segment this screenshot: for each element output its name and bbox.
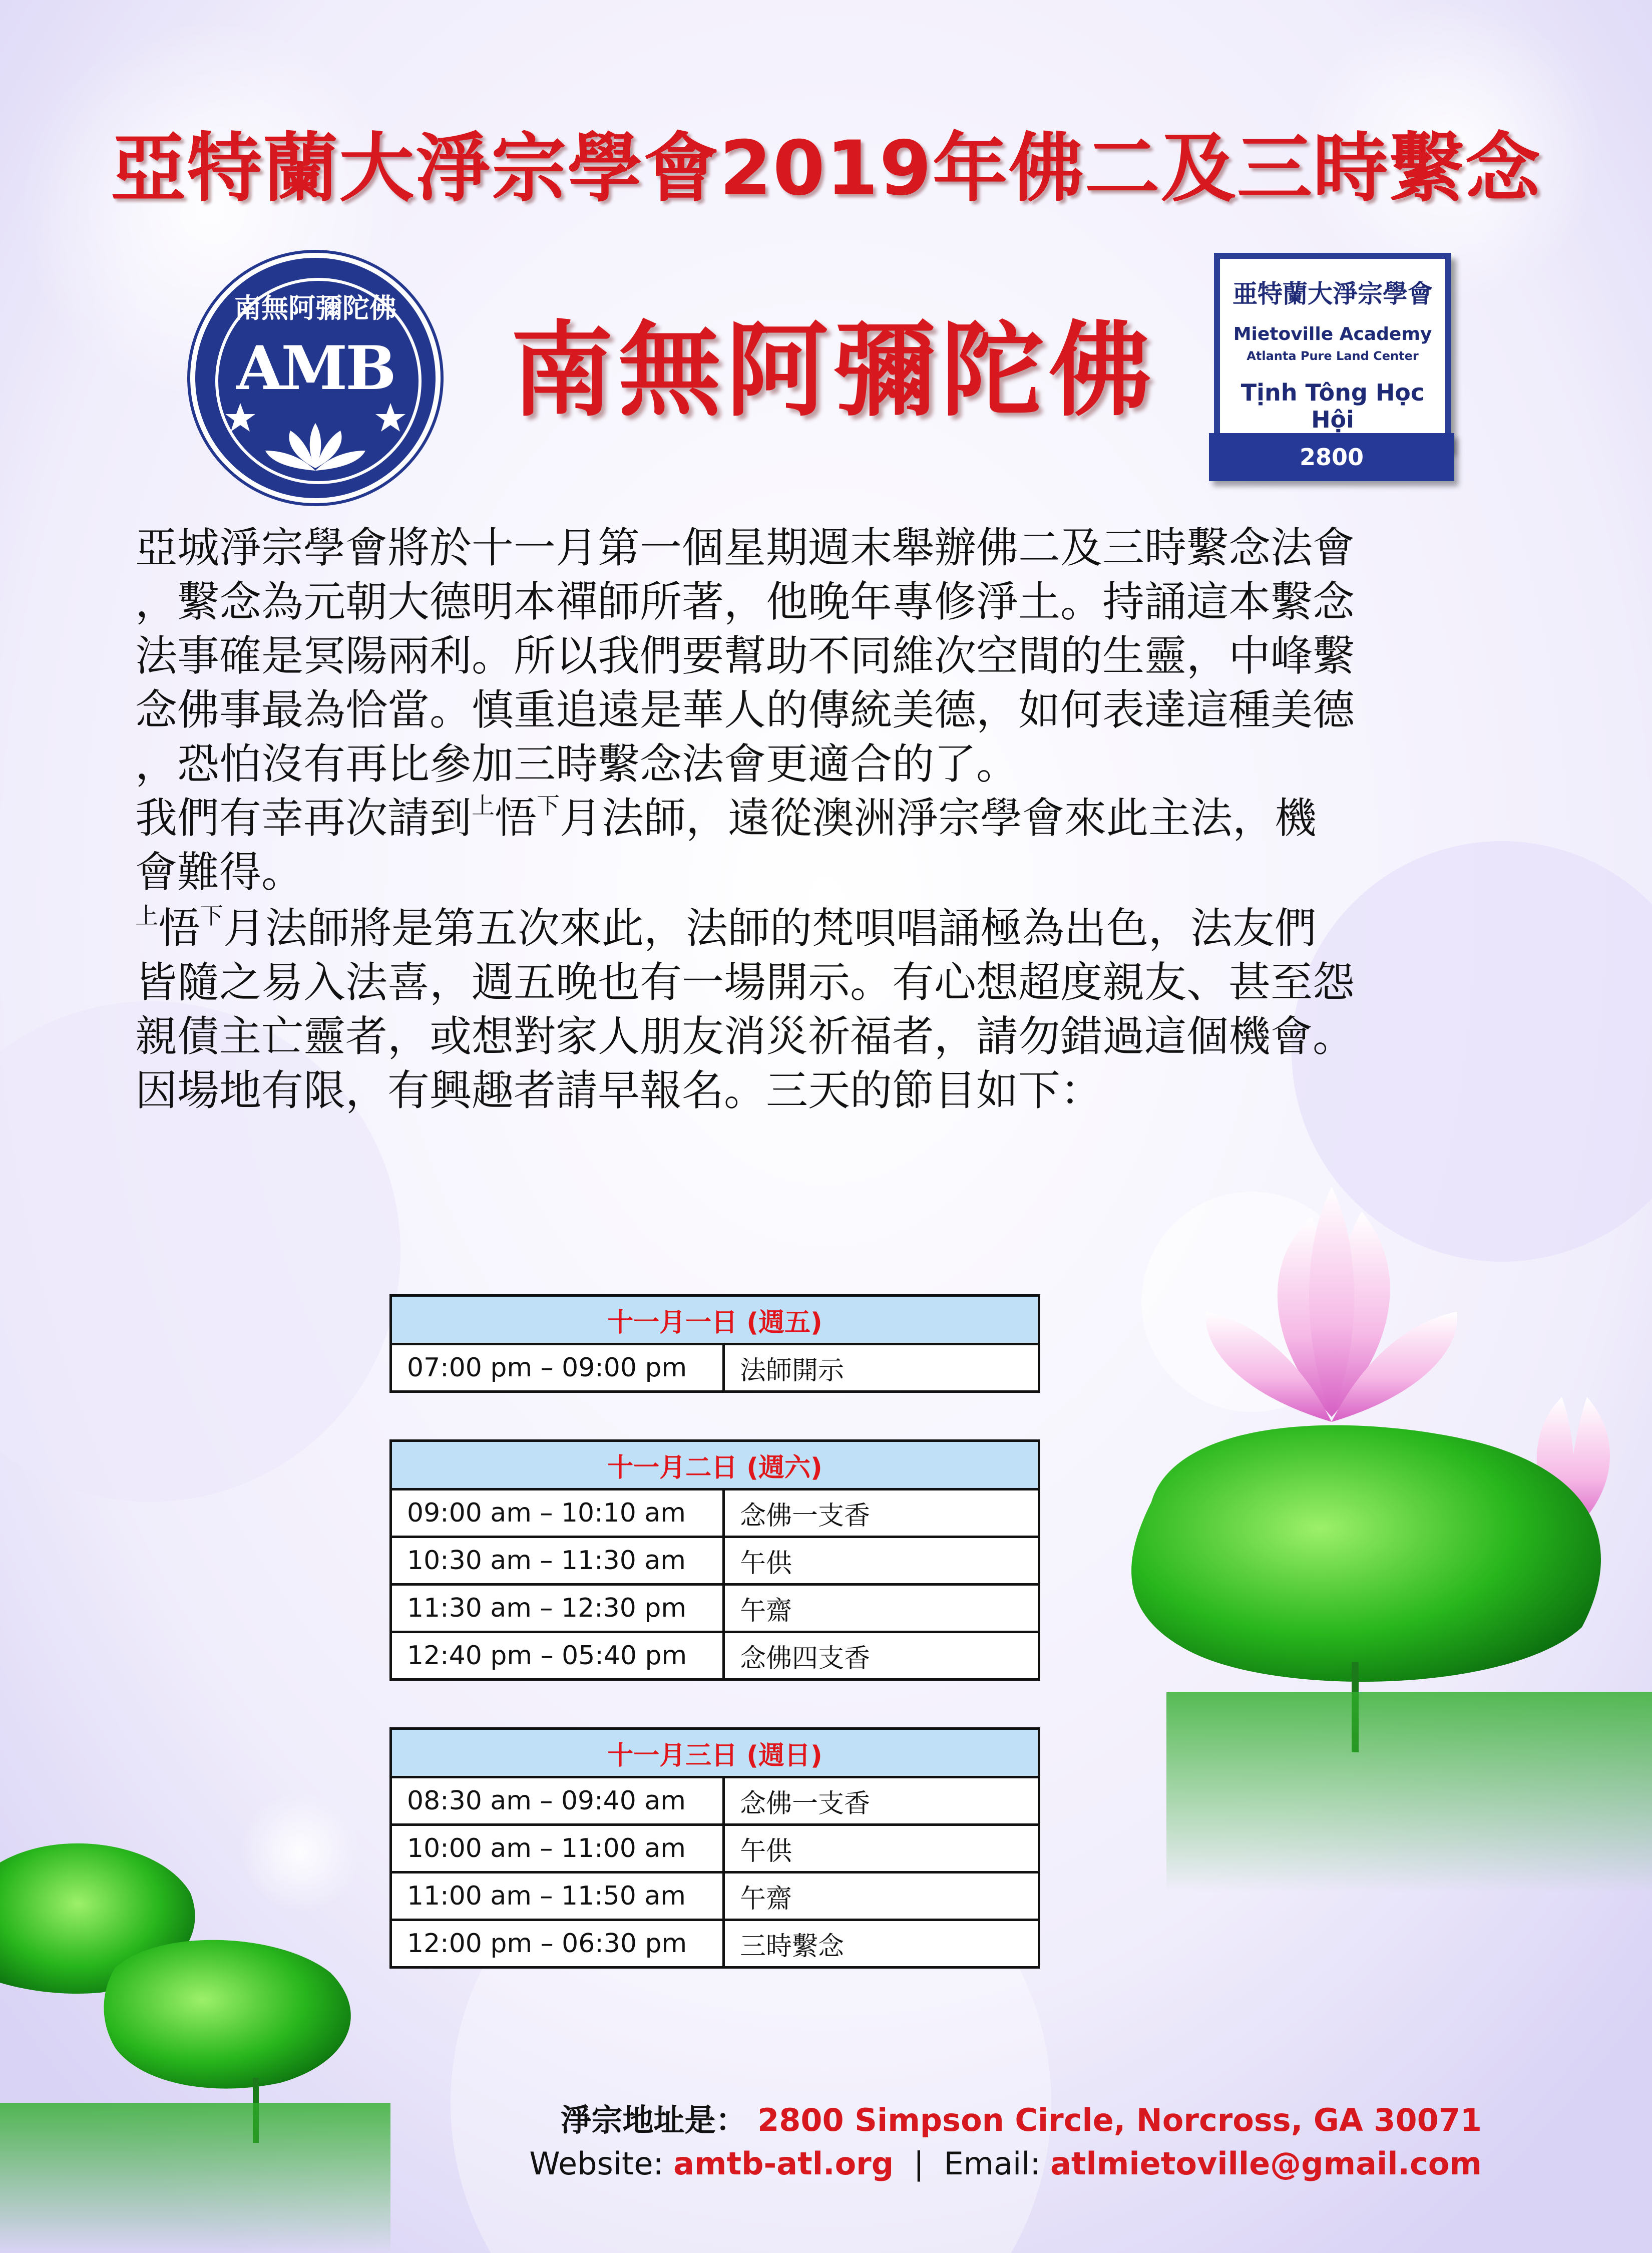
logo-ring-text: 南無阿彌陀佛 xyxy=(234,292,396,324)
schedule-row xyxy=(391,1777,1039,1825)
schedule-event: 念佛一支香 xyxy=(724,1489,1039,1537)
schedule-table-day2 xyxy=(389,1439,1040,1681)
schedule-time: 12:40 pm – 05:40 pm xyxy=(391,1632,724,1680)
invite-line: 我們有幸再次請到$^上$悟$^下$月法師，遠從澳洲淨宗學會來此主法，機 xyxy=(135,792,1317,843)
detail-paragraph xyxy=(135,901,1355,1117)
sign-chinese-name: 亜特蘭大淨宗學會 xyxy=(1232,279,1433,308)
schedule-row xyxy=(391,1344,1039,1392)
detail-line: 因場地有限，有興趣者請早報名。三天的節目如下： xyxy=(135,1066,1103,1115)
sign-english-name: Mietoville Academy xyxy=(1233,324,1432,344)
detail-line: 皆隨之易入法喜，週五晚也有一場開示。有心想超度親友、甚至怨 xyxy=(135,958,1355,1007)
contact-line xyxy=(529,2145,1482,2182)
schedule-day-header: 十一月一日 (週五) xyxy=(391,1296,1039,1344)
schedule-time: 11:00 am – 11:50 am xyxy=(391,1872,724,1920)
intro-line: 法事確是冥陽兩利。所以我們要幫助不同維次空間的生靈，中峰繫 xyxy=(135,631,1355,680)
detail-line: $^上$悟$^下$月法師將是第五次來此，法師的梵唄唱誦極為出色，法友們 xyxy=(135,902,1317,953)
email-label: Email: xyxy=(944,2145,1041,2182)
schedule-event: 午齋 xyxy=(724,1585,1039,1632)
headline-amitabha: 南無阿彌陀佛 xyxy=(511,311,1156,431)
schedule-row xyxy=(391,1489,1039,1537)
schedule-time: 12:00 pm – 06:30 pm xyxy=(391,1920,724,1968)
intro-paragraph xyxy=(135,521,1355,791)
schedule-row xyxy=(391,1920,1039,1968)
sign-street-number: 2800 xyxy=(1209,433,1454,481)
address-line xyxy=(561,2095,1482,2140)
intro-line: ，繫念為元朝大德明本禪師所著，他晚年專修淨土。持誦這本繫念 xyxy=(135,577,1355,626)
schedule-event: 念佛一支香 xyxy=(724,1777,1039,1825)
academy-sign-image xyxy=(1214,253,1449,478)
schedule-time: 10:30 am – 11:30 am xyxy=(391,1537,724,1585)
amtb-logo xyxy=(190,253,441,503)
intro-line: 亞城淨宗學會將於十一月第一個星期週末舉辦佛二及三時繫念法會 xyxy=(135,523,1355,572)
schedule-row xyxy=(391,1825,1039,1872)
schedule-event: 午供 xyxy=(724,1537,1039,1585)
email-link[interactable]: atlmietoville@gmail.com xyxy=(1050,2145,1482,2182)
schedule-time: 08:30 am – 09:40 am xyxy=(391,1777,724,1825)
intro-line: 念佛事最為恰當。慎重追遠是華人的傳統美德，如何表達這種美德 xyxy=(135,685,1355,734)
schedule-event: 念佛四支香 xyxy=(724,1632,1039,1680)
schedule-day-header: 十一月三日 (週日) xyxy=(391,1729,1039,1777)
separator: | xyxy=(913,2145,924,2182)
schedule-event: 三時繫念 xyxy=(724,1920,1039,1968)
schedule-row xyxy=(391,1872,1039,1920)
invite-line: 會難得。 xyxy=(135,848,304,897)
detail-line: 親債主亡靈者，或想對家人朋友消災祈福者，請勿錯過這個機會。 xyxy=(135,1012,1355,1061)
schedule-day-header: 十一月二日 (週六) xyxy=(391,1441,1039,1489)
event-title: 亞特蘭大淨宗學會2019年佛二及三時繫念 xyxy=(111,125,1541,212)
schedule-event: 法師開示 xyxy=(724,1344,1039,1392)
sign-vietnamese-name: Tịnh Tông Học Hội xyxy=(1241,379,1425,433)
schedule-time: 07:00 pm – 09:00 pm xyxy=(391,1344,724,1392)
logo-initials: AMB xyxy=(236,333,394,404)
schedule-event: 午供 xyxy=(724,1825,1039,1872)
schedule-row xyxy=(391,1537,1039,1585)
schedule-time: 11:30 am – 12:30 pm xyxy=(391,1585,724,1632)
website-link[interactable]: amtb-atl.org xyxy=(673,2145,894,2182)
schedule-table-day1 xyxy=(389,1294,1040,1393)
intro-line: ，恐怕沒有再比參加三時繫念法會更適合的了。 xyxy=(135,739,1019,789)
schedule-table-day3 xyxy=(389,1727,1040,1969)
schedule-time: 10:00 am – 11:00 am xyxy=(391,1825,724,1872)
sign-subtitle: Atlanta Pure Land Center xyxy=(1247,349,1419,363)
address-label: 淨宗地址是： xyxy=(560,2102,747,2138)
address-text: 2800 Simpson Circle, Norcross, GA 30071 xyxy=(757,2102,1482,2138)
lotus-emblem-icon xyxy=(195,258,436,498)
schedule-row xyxy=(391,1632,1039,1680)
invite-paragraph xyxy=(135,791,1317,899)
schedule-event: 午齋 xyxy=(724,1872,1039,1920)
website-label: Website: xyxy=(529,2145,664,2182)
schedule-row xyxy=(391,1585,1039,1632)
schedule-time: 09:00 am – 10:10 am xyxy=(391,1489,724,1537)
